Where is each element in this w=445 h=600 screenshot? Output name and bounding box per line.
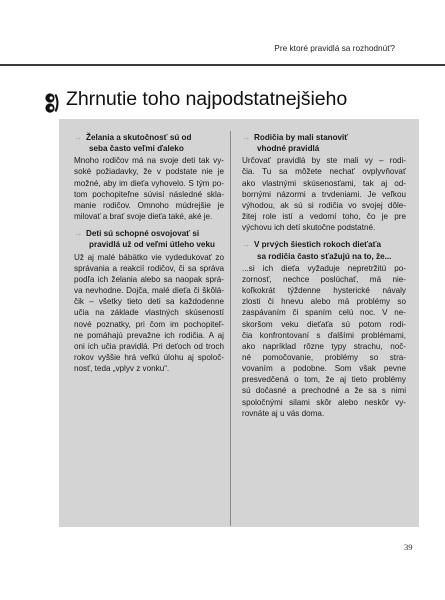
body-line: ako napríklad rôzne typy strachu, noč- [242,341,406,351]
body-line: koľkokrát týždenne hysterické návaly [242,286,406,296]
body-line: čia konfrontovaní s ďalšími problémami, [242,330,406,340]
body-line: ne pomáhajú prevažne ich rodičia. A aj [74,330,224,340]
heading-text: pravidlá už od veľmi útleho veku [89,240,215,250]
body-line: Už aj malé bábätko vie vydedukovať zo [74,252,224,262]
body-line: výhodou, ak sú si rodičia vo svojej dôle- [242,200,406,210]
body-line: vovaním a podobne. Som však pevne [242,364,406,374]
heading-line [74,132,224,143]
body-line: presvedčená o tom, že aj tieto problémy [242,375,406,385]
body-line: rovnáte aj u vás doma. [242,408,325,418]
body-line: manie rodičov. Omnoho múdrejšie je [74,200,224,210]
left-column [74,132,224,374]
body-line: zaspávaním či spaním celú noc. V ne- [242,308,406,318]
body-line: správania a reakcií rodičov, či sa správa [74,263,224,273]
body-line: zornosť, nechce poslúchať, má nie- [242,274,406,284]
page-title: Zhrnutie toho najpodstatnejšieho [66,88,348,110]
heading-line [74,228,224,239]
heading-text: seba často veľmi ďaleko [89,144,184,154]
body-line: nové poznatky, pri čom im pochopiteľ- [74,319,224,329]
chapter-marker-icon [45,92,61,114]
body-line: čik – všetky tieto deti sa každodenne [74,297,224,307]
section-heading [74,228,224,250]
section-heading [242,132,406,154]
body-line: rokov vyššie hrá veľkú úlohu aj spoloč- [74,352,224,362]
body-line: soké požiadavky, že v podstate nie je [74,167,224,177]
header-rule [0,64,445,66]
page-number: 39 [404,542,413,552]
body-line: nosť, teda „vplyv z vonku“. [74,364,170,374]
heading-text: vhodné pravidlá [257,144,320,154]
body-line: ako vlastnými skúsenosťami, tak aj od- [242,178,406,188]
body-line: učia na základe vlastných skúseností [74,308,224,318]
heading-line [242,239,406,250]
body-line: milovať a brať svoje dieťa také, aké je. [74,212,213,222]
body-line: Určovať pravidlá by ste mali vy – rodi- [242,156,406,166]
arrow-icon: → [242,240,251,250]
body-line: možné, aby im dieťa vyhovelo. S tým po- [74,178,224,188]
body-line: tom pochopiteľne súvisí následné skla- [74,189,224,199]
heading-line [74,239,224,250]
arrow-icon: → [74,133,83,142]
body-line: čia. Tu sa môžete nechať ovplyvňovať [242,167,406,177]
section-heading [242,239,406,261]
body-line: spoločnými silami skôr alebo neskôr vy- [242,397,406,407]
heading-line [242,132,406,143]
body-line: skoršom veku dieťaťa sú potom rodi- [242,319,406,329]
heading-text: Rodičia by mali stanoviť [254,133,349,142]
heading-line [242,251,406,262]
heading-line [242,143,406,154]
section-heading [74,132,224,154]
body-line: zlosti či hnevu alebo má problémy so [242,297,406,307]
heading-text: sa rodičia často sťažujú na to, že... [257,251,392,261]
running-head: Pre ktoré pravidlá sa rozhodnúť? [274,43,395,53]
heading-text: Želania a skutočnosť sú od [86,133,192,142]
body-line: oni ich učia pravidlá. Pri deťoch od troch [74,341,224,351]
body-line: Mnoho rodičov má na svoje deti tak vy- [74,156,224,166]
body-line: né pomočovanie, problémy so stra- [242,352,406,362]
body-line: ...si ich dieťa vyžaduje nepretržitú po- [242,263,406,273]
right-column [242,132,406,419]
column-divider [230,131,231,526]
arrow-icon: → [74,229,83,239]
body-line: bornými názormi a trvdeniami. Je veľkou [242,189,406,199]
body-line: žitej role istí a vedomí toho, čo je pre [242,212,406,222]
body-line: va nevhodne. Dojča, malé dieťa či škôlá- [74,286,224,296]
heading-line [74,143,224,154]
heading-text: V prvých šiestich rokoch dieťaťa [254,240,382,250]
body-line: sú dočasné a prechodné a že sa s nimi [242,386,406,396]
body-line: výchovu ich detí skutočne podstatné. [242,223,376,233]
body-line: podľa ich želania alebo sa naopak sprá- [74,274,224,284]
heading-text: Deti sú schopné osvojovať si [86,229,200,239]
arrow-icon: → [242,133,251,142]
